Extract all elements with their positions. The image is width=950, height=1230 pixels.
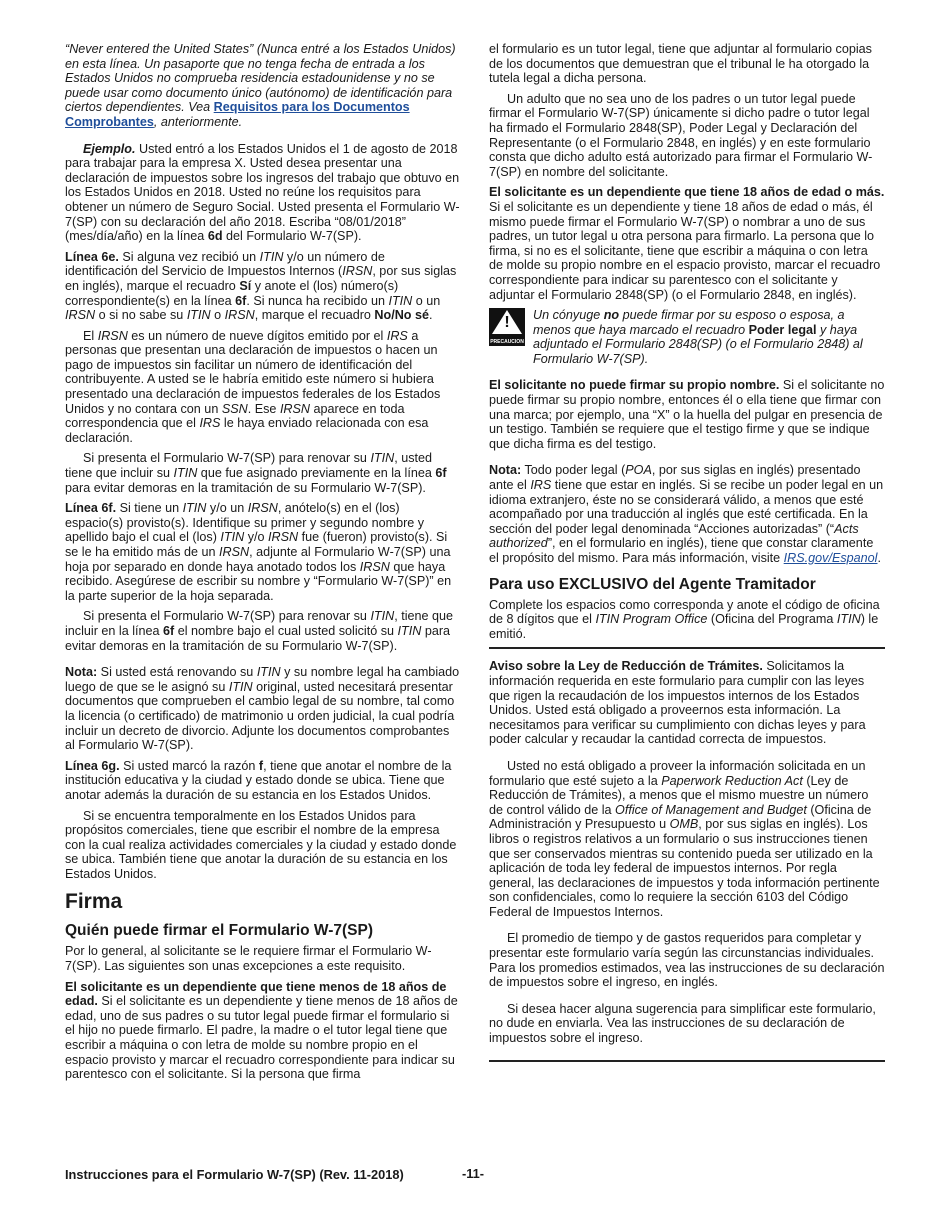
caution-note — [489, 308, 885, 366]
paragraph: Aviso sobre la Ley de Reducción de Trámites. Solicitamos la información requerida en este formulario para cumplir con las leyes que rigen la recaudación de los impuestos internos de los Estados Unidos. Usted está obligado a proveernos esta información. La necesitamos para verificar su cumplimiento con dichas leyes y para poder calcular y recaudar la cantidad correcta de impuestos. — [489, 659, 866, 747]
paragraph: El promedio de tiempo y de gastos requeridos para completar y presentar este formulario varía según las circunstancias individuales. Para los promedios estimados, vea las instrucciones de su declaración de impuestos sobre el ingreso, en inglés. — [489, 931, 885, 990]
paragraph: Línea 6f. Si tiene un ITIN y/o un IRSN, anótelo(s) en el (los) espacio(s) provisto(s). Identifique su primer y segundo nombre y apellido bajo el cual el (los) ITIN y/o IRSN fue (fueron) provisto(s). Si se le ha emitido más de un IRSN, adjunte al Formulario W-7(SP) una hoja por separado en donde haya anotado todos los IRSN que haya recibido. Asegúrese de escribir su nombre y “Formulario W-7(SP)” en la parte superior de la hoja separada. — [65, 501, 452, 603]
paragraph: El solicitante es un dependiente que tiene menos de 18 años de edad. Si el solicitante es un dependiente y tiene menos de 18 años de edad, uno de sus padres o su tutor legal puede firmar el formulario si el hijo no puede firmarlo. El padre, la madre o el tutor legal tiene que escribir a máquina o con letra de molde su nombre propio en el espacio provisto y marcar el recuadro correspondiente para indicar su parentesco con el solicitante. Si la persona que firma — [65, 979, 458, 1082]
paragraph: Si se encuentra temporalmente en los Estados Unidos para propósitos comerciales, tiene que escribir el nombre de la empresa con la cual realiza actividades comerciales y la ciudad y estado donde se ubica. También tiene que anotar la duración de su estancia en los Estados Unidos. — [65, 808, 457, 881]
caution-text: Un cónyuge no puede firmar por su esposo o esposa, a menos que haya marcado el recuadro Poder legal y haya adjuntado el Formulario 2848(SP) (o el Formulario 2848) al Formulario W-7(SP). — [533, 308, 863, 366]
subsection-heading: Para uso EXCLUSIVO del Agente Tramitador — [489, 575, 816, 593]
paragraph: el formulario es un tutor legal, tiene que adjuntar al formulario copias de los documentos que demuestran que el tribunal le ha otorgado la tutela legal a dicha persona. — [489, 42, 872, 86]
paragraph: Si desea hacer alguna sugerencia para simplificar este formulario, no dude en enviarla. Vea las instrucciones de su declaración de impuestos sobre el ingreso. — [489, 1001, 876, 1046]
paragraph: Línea 6e. Si alguna vez recibió un ITIN y/o un número de identificación del Servicio de Impuestos Internos (IRSN, por sus siglas en inglés), marque el recuadro Sí y anote el (los) número(s) correspondiente(s) en la línea 6f. Si nunca ha recibido un ITIN o un IRSN o si no sabe su ITIN o IRSN, marque el recuadro No/No sé. — [65, 249, 457, 323]
page-number: -11- — [462, 1166, 485, 1181]
paragraph: El IRSN es un número de nueve dígitos emitido por el IRS a personas que presentan una declaración de impuestos o hacen un pago de impuestos sin facilitar un número de identificación del contribuyente. A usted se le habría emitido este número si hubiera presentado una declaración de impuestos federales de los Estados Unidos y no contara con un SSN. Ese IRSN aparece en toda correspondencia que el IRS le haya enviado relacionada con esa declaración. — [65, 328, 441, 445]
footer-title: Instrucciones para el Formulario W-7(SP) (Rev. 11-2018) — [65, 1167, 404, 1182]
paragraph: Si presenta el Formulario W-7(SP) para renovar su ITIN, usted tiene que incluir su ITIN que fue asignado previamente en la línea 6f para evitar demoras en la tramitación de su Formulario W-7(SP). — [65, 451, 447, 495]
paragraph: El solicitante no puede firmar su propio nombre. Si el solicitante no puede firmar su propio nombre, entonces él o ella tiene que firmar con una marca; por ejemplo, una “X” o la huella del pulgar en presencia de un testigo. También se requiere que el testigo firme y que se indique que dicha firma es del testigo. — [489, 378, 885, 451]
paragraph: Usted no está obligado a proveer la información solicitada en un formulario que esté sujeto a la Paperwork Reduction Act (Ley de Reducción de Trámites), a menos que el mismo muestre un número de control válido de la Office of Management and Budget (Oficina de Administración y Presupuesto u OMB, por sus siglas en inglés). Los libros o registros relativos a un formulario o sus instrucciones tienen que ser conservados mientras su contenido pueda ser utilizado en la aplicación de toda ley federal de impuestos internos. Por regla general, las declaraciones de impuestos y toda información pertinente son confidenciales, como lo requiere la sección 6103 del Código Federal de Impuestos Internos. — [489, 758, 880, 919]
paragraph: Nota: Todo poder legal (POA, por sus siglas en inglés) presentado ante el IRS tiene que estar en inglés. Si se recibe un poder legal en un idioma extranjero, éste no se considerará válido, a menos que esté acompañado por una traducción al inglés que esté certificada. En la sección del poder legal denominada “Acciones autorizadas” (“Acts authorized”, en el formulario en inglés), tiene que constar claramente el propósito del mismo. Para más información, visite IRS.gov/Espanol. — [489, 463, 884, 565]
paragraph: “Never entered the United States” (Nunca entré a los Estados Unidos) en esta línea. Un pasaporte que no tenga fecha de entrada a los Estados Unidos no comprueba residencia estadounidense y no se puede usar como documento único (autónomo) de identificación para ciertos dependientes. Vea Requisitos para los Documentos Comprobantes, anteriormente. — [65, 42, 456, 129]
subsection-heading: Quién puede firmar el Formulario W-7(SP) — [65, 922, 374, 940]
paragraph: Un adulto que no sea uno de los padres o un tutor legal puede firmar el Formulario W-7(SP) únicamente si dicho padre o tutor legal ha firmado el Formulario 2848(SP), Poder Legal y Declaración del Representante (o el Formulario 2848, en inglés) y en este formulario consta que dicho adulto está autorizado para firmar el Formulario W-7(SP) en nombre del solicitante. — [489, 91, 873, 179]
paragraph: Por lo general, al solicitante se le requiere firmar el Formulario W-7(SP). Las siguientes son unas excepciones a este requisito. — [65, 944, 432, 974]
paragraph: Si presenta el Formulario W-7(SP) para renovar su ITIN, tiene que incluir en la línea 6f el nombre bajo el cual usted solicitó su ITIN para evitar demoras en la tramitación de su Formulario W-7(SP). — [65, 609, 454, 653]
paragraph: Nota: Si usted está renovando su ITIN y su nombre legal ha cambiado luego de que se le asignó su ITIN original, usted necesitará presentar documentos que comprueben el cambio legal de su nombre, tal como la licencia (o certificado) de matrimonio u orden judicial, la cual podría incluir un decreto de divorcio. Adjunte los documentos comprobantes al Formulario W-7(SP). — [65, 665, 460, 753]
right-column — [489, 42, 885, 1062]
divider — [489, 1060, 885, 1062]
paragraph: Ejemplo. Usted entró a los Estados Unidos el 1 de agosto de 2018 para trabajar para la empresa X. Usted desea presentar una declaración de impuestos sobre los ingresos del trabajo que obtuvo en los Estados Unidos en 2018. Usted no reúne los requisitos para obtener un número de Seguro Social. Usted presenta el Formulario W-7(SP) con su declaración del año 2018. Escriba “08/01/2018” (mes/día/año) en la línea 6d del Formulario W-7(SP). — [65, 141, 460, 244]
paragraph: Complete los espacios como corresponda y anote el código de oficina de 8 dígitos que el ITIN Program Office (Oficina del Programa ITIN) le emitió. — [489, 597, 880, 641]
caution-icon: ! PRECAUCION — [489, 308, 525, 346]
section-heading: Firma — [65, 890, 123, 914]
irs-espanol-link[interactable]: IRS.gov/Espanol — [783, 551, 878, 565]
divider — [489, 647, 885, 649]
paragraph: El solicitante es un dependiente que tiene 18 años de edad o más. Si el solicitante es un dependiente y tiene 18 años de edad o más, él mismo puede firmar el Formulario W-7(SP) o nombrar a uno de sus padres, un tutor legal u otra persona para firmarlo. La persona que lo firma, si no es el solicitante, tiene que escribir a máquina o con letra de molde su propio nombre en el espacio provisto, marcar el recuadro correspondiente para indicar su parentesco con el solicitante y adjuntar el Formulario 2848(SP) (o el Formulario 2848, en inglés). — [489, 185, 885, 302]
left-column — [65, 42, 460, 1088]
paragraph: Línea 6g. Si usted marcó la razón f, tiene que anotar el nombre de la institución educativa y la ciudad y estado donde se ubica. Tiene que anotar además la duración de su estancia en los Estados Unidos. — [65, 758, 452, 802]
requisitos-link[interactable]: Requisitos para los Documentos Comprobantes — [65, 100, 410, 129]
